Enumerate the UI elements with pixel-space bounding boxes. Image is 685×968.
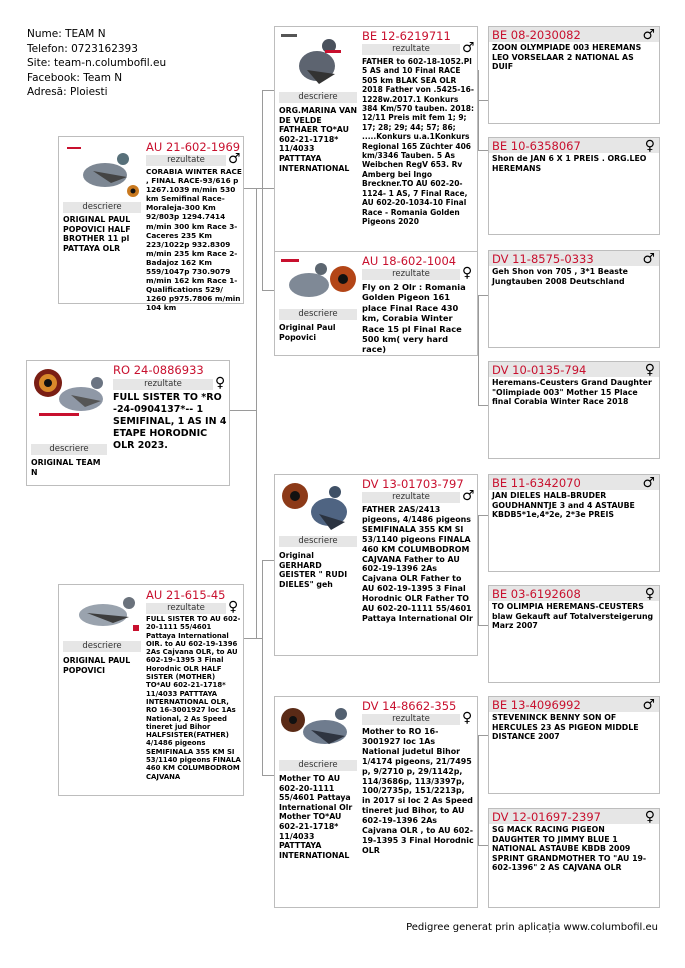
gg-card — [488, 808, 660, 908]
connector — [478, 100, 488, 101]
connector — [243, 188, 256, 189]
connector — [478, 515, 479, 625]
rezultate-button[interactable]: rezultate — [113, 379, 213, 390]
male-icon: ♂ — [462, 40, 475, 56]
gg-text: STEVENINCK BENNY SON OF HERCULES 23 AS PIGEON MIDDLE DISTANCE 2007 — [492, 713, 639, 742]
sire-text: CORABIA WINTER RACE , FINAL RACE-93/616 p 1267.1039 m/min 530 km Semifinal Race-Moraleja-300 Km 92/803p 1294.7414 m/min 300 km Race 3-Caceres 235 Km 223/1022p 932.8309 m/min 235 km Race 2-Badajoz 162 Km 559/1047p 730.9079 m/min 162 km Race 1-Qualifications 529/ 1260 p975.7806 m/min 104 km — [146, 167, 242, 313]
gg-card — [488, 696, 660, 794]
descriere-button[interactable]: descriere — [63, 641, 141, 652]
pigeon-photo — [63, 141, 141, 199]
rezultate-button[interactable]: rezultate — [362, 492, 460, 503]
gg-text: Geh Shon von 705 , 3*1 Beaste Jungtauben 2008 Deutschland — [492, 267, 628, 286]
rezultate-button[interactable]: rezultate — [362, 44, 460, 55]
gg-card — [488, 361, 660, 459]
connector — [478, 515, 488, 516]
rezultate-button[interactable]: rezultate — [146, 603, 226, 614]
descriere-button[interactable]: descriere — [279, 760, 357, 771]
sire-dam-card — [274, 251, 478, 356]
gg-card — [488, 585, 660, 683]
dam-sire-card — [274, 474, 478, 656]
descriere-button[interactable]: descriere — [31, 444, 107, 455]
owner-name: Nume: TEAM N — [27, 28, 106, 40]
gg-ring: BE 03-6192608 — [492, 587, 581, 601]
dam-sire-owner: Original GERHARD GEISTER " RUDI DIELES" geh — [279, 551, 348, 589]
connector — [262, 560, 263, 775]
sire-dam-ring: AU 18-602-1004 — [362, 254, 457, 268]
owner-address: Adresă: Ploiesti — [27, 86, 108, 98]
gg-card — [488, 137, 660, 235]
pigeon-photo — [279, 478, 357, 536]
female-icon: ♀ — [215, 375, 226, 391]
sire-sire-owner: ORG.MARINA VAN DE VELDE FATHAER TO*AU 602-21-1718* 11/4033 PATTTAYA INTERNATIONAL — [279, 106, 358, 173]
gg-text: ZOON OLYMPIADE 003 HEREMANS LEO VORSELAAR 2 NATIONAL AS DUIF — [492, 43, 642, 72]
pigeon-photo — [279, 255, 357, 305]
dam-dam-text: Mother to RO 16-3001927 loc 1As National judetul Bihor 1/4174 pigeons, 21/7495 p, 9/2710 p, 29/1142p, 114/3686p, 113/3397p, 100/2735p, 151/2213p, in 2017 si loc 2 As Speed tineret jud Bihor, to AU 602-19-1396 2As Cajvana OLR , to AU 602-19-1395 3 Final Horodnic OLR — [362, 727, 474, 855]
dam-dam-ring: DV 14-8662-355 — [362, 699, 457, 713]
sire-sire-text: FATHER to 602-18-1052.Pl 5 AS and 10 Final RACE 505 km BLAK SEA OLR 2018 Father von .5425-16-1228w.2017.1 Konkurs 384 Km/570 tauben. 2018: 12/11 Preis mit fem 1; 9; 17; 28; 29; 44; 57; 86; .....Konkurs u.a.1Konkurs Regional 165 Züchter 406 km/3346 Tauben. 5 As Weibchen RegV 653. Rv Amberg bei Ingo Breckner.TO AU 602-20-1124- 1 AS, 7 Final Race, AU 602-20-1034-10 Final Race - Romania Golden Pigeons 2020 — [362, 57, 475, 226]
dam-dam-card — [274, 696, 478, 908]
gg-ring: BE 08-2030082 — [492, 28, 581, 42]
sire-dam-owner: Original Paul Popovici — [279, 323, 336, 342]
sire-owner: ORIGINAL PAUL POPOVICI HALF BROTHER 11 pl PATTAYA OLR — [63, 215, 131, 253]
male-icon: ♂ — [228, 151, 241, 167]
connector — [478, 625, 488, 626]
male-icon: ♂ — [642, 27, 655, 43]
gg-ring: BE 13-4096992 — [492, 698, 581, 712]
gg-card — [488, 250, 660, 348]
gg-text: JAN DIELES HALB-BRUDER GOUDHANNTJE 3 and 4 ASTAUBE KBDB5*1e,4*2e, 2*3e PREIS — [492, 491, 635, 520]
female-icon: ♀ — [462, 710, 473, 726]
connector — [256, 188, 275, 189]
dam-sire-ring: DV 13-01703-797 — [362, 477, 464, 491]
rezultate-button[interactable]: rezultate — [146, 155, 226, 166]
pigeon-photo — [63, 589, 141, 639]
male-icon: ♂ — [642, 475, 655, 491]
connector — [478, 295, 488, 296]
gg-card — [488, 26, 660, 124]
connector — [478, 735, 488, 736]
connector — [256, 188, 257, 638]
female-icon: ♀ — [228, 599, 239, 615]
female-icon: ♀ — [644, 362, 655, 378]
connector — [243, 638, 256, 639]
female-icon: ♀ — [644, 138, 655, 154]
subject-card — [26, 360, 230, 486]
male-icon: ♂ — [642, 697, 655, 713]
dam-sire-text: FATHER 2AS/2413 pigeons, 4/1486 pigeons SEMIFINALA 355 KM SI 53/1140 pigeons FINALA 460 KM COLUMBODROM CAJVANA Father to AU 602-19-1396 2As Cajvana OLR Father to AU 602-19-1395 3 Final Horodnic OLR Father TO AU 602-20-1111 55/4601 Pattaya International Olr — [362, 505, 473, 623]
pigeon-photo — [31, 365, 109, 425]
gg-ring: BE 11-6342070 — [492, 476, 581, 490]
pigeon-photo — [279, 700, 357, 756]
gg-card — [488, 474, 660, 572]
dam-card — [58, 584, 244, 796]
descriere-button[interactable]: descriere — [279, 309, 357, 320]
rezultate-button[interactable]: rezultate — [362, 269, 460, 280]
connector — [478, 845, 488, 846]
rezultate-button[interactable]: rezultate — [362, 714, 460, 725]
dam-ring: AU 21-615-45 — [146, 588, 226, 602]
sire-sire-ring: BE 12-6219711 — [362, 29, 451, 43]
gg-ring: DV 11-8575-0333 — [492, 252, 594, 266]
gg-ring: DV 12-01697-2397 — [492, 810, 601, 824]
gg-ring: DV 10-0135-794 — [492, 363, 587, 377]
connector — [478, 405, 488, 406]
sire-sire-card — [274, 26, 478, 262]
sire-ring: AU 21-602-1969 — [146, 140, 241, 154]
male-icon: ♂ — [642, 251, 655, 267]
gg-text: Heremans-Ceusters Grand Daughter "Olimpiade 003" Mother 15 Place final Corabia Winter Race 2018 — [492, 378, 652, 407]
sire-dam-text: Fly on 2 Olr : Romania Golden Pigeon 161 place Final Race 430 km, Corabia Winter Race 15 pl Final Race 500 km( very hard race) — [362, 282, 466, 355]
subject-owner: ORIGINAL TEAM N — [31, 458, 101, 477]
dam-owner: ORIGINAL PAUL POPOVICI — [63, 656, 131, 675]
female-icon: ♀ — [644, 586, 655, 602]
connector — [478, 295, 479, 405]
sire-card — [58, 136, 244, 313]
owner-info — [27, 27, 166, 100]
subject-ring: RO 24-0886933 — [113, 363, 204, 377]
dam-text: FULL SISTER TO AU 602-20-1111 55/4601 Pattaya International OIR. to AU 602-19-1396 2As Cajvana OLR, to AU 602-19-1395 3 Final Horodnic OLR HALF SISTER (MOTHER) TO*AU 602-21-1718* 11/4033 PATTTAYA INTERNATIONAL OLR, RO 16-3001927 loc 1As National, 2 As Speed tineret jud Bihor HALFSISTER(FATHER) 4/1486 pigeons SEMIFINALA 355 KM SI 53/1140 pigeons FINALA 460 KM COLUMBODROM CAJVANA — [146, 615, 241, 781]
gg-ring: BE 10-6358067 — [492, 139, 581, 153]
connector — [262, 90, 263, 290]
owner-site: Site: team-n.columbofil.eu — [27, 57, 167, 69]
subject-text: FULL SISTER TO *RO -24-0904137*-- 1 SEMIFINAL, 1 AS IN 4 ETAPE HORODNIC OLR 2023. — [113, 392, 227, 451]
descriere-button[interactable]: descriere — [279, 92, 357, 103]
gg-text: TO OLIMPIA HEREMANS-CEUSTERS blaw Gekauft auf Totalversteigerung Marz 2007 — [492, 602, 654, 631]
owner-facebook: Facebook: Team N — [27, 71, 123, 84]
descriere-button[interactable]: descriere — [279, 536, 357, 547]
female-icon: ♀ — [462, 265, 473, 281]
connector — [478, 735, 479, 845]
pigeon-photo — [279, 30, 357, 92]
connector — [478, 70, 479, 150]
footer-credit: Pedigree generat prin aplicația www.columbofil.eu — [406, 922, 658, 933]
female-icon: ♀ — [644, 809, 655, 825]
connector — [230, 410, 256, 411]
male-icon: ♂ — [462, 488, 475, 504]
owner-phone: Telefon: 0723162393 — [27, 42, 138, 55]
gg-text: Shon de JAN 6 X 1 PREIS . ORG.LEO HEREMANS — [492, 154, 647, 173]
dam-dam-owner: Mother TO AU 602-20-1111 55/4601 Pattaya International Olr Mother TO*AU 602-21-1718* 11/4033 PATTTAYA INTERNATIONAL — [279, 774, 353, 860]
gg-text: SG MACK RACING PIGEON DAUGHTER TO JIMMY BLUE 1 NATIONAL ASTAUBE KBDB 2009 SPRINT GRANDMOTHER TO "AU 19-602-1396" 2 AS CAJVANA OLR — [492, 825, 647, 873]
descriere-button[interactable]: descriere — [63, 202, 141, 213]
connector — [478, 150, 488, 151]
